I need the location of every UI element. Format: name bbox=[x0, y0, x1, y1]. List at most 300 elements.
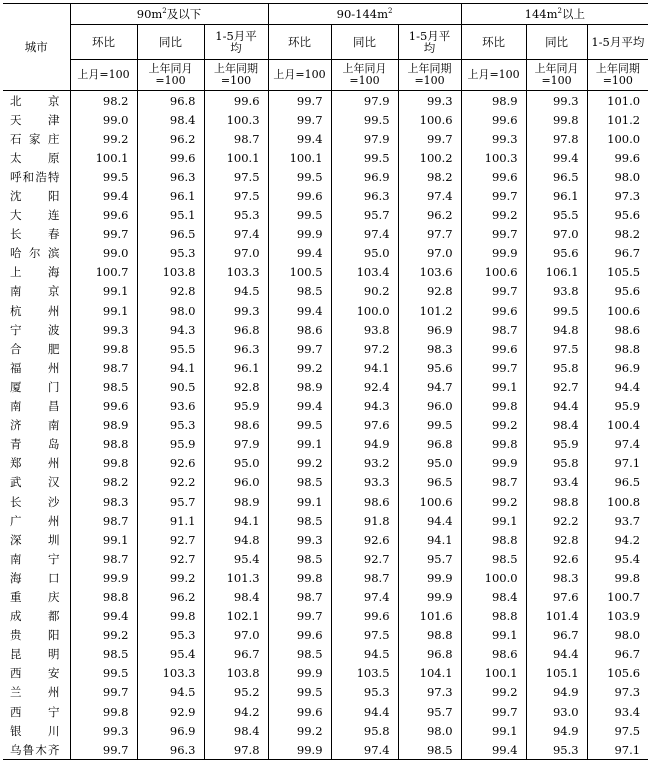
index-value-cell: 96.7 bbox=[526, 626, 587, 645]
metric-header-avg: 1-5月平均 bbox=[204, 25, 268, 60]
index-value-cell: 99.5 bbox=[268, 206, 331, 225]
index-value-cell: 98.2 bbox=[70, 473, 137, 492]
index-value-cell: 101.4 bbox=[526, 607, 587, 626]
index-value-cell: 99.1 bbox=[70, 301, 137, 320]
index-value-cell: 98.2 bbox=[587, 225, 648, 244]
index-value-cell: 95.7 bbox=[398, 702, 461, 721]
index-value-cell: 99.7 bbox=[461, 225, 526, 244]
city-name-cell: 宁波 bbox=[10, 322, 60, 337]
index-value-cell: 94.3 bbox=[331, 397, 398, 416]
index-value-cell: 98.9 bbox=[70, 416, 137, 435]
index-value-cell: 92.4 bbox=[331, 377, 398, 396]
index-value-cell: 97.6 bbox=[526, 587, 587, 606]
index-value-cell: 96.0 bbox=[398, 397, 461, 416]
index-value-cell: 99.1 bbox=[268, 435, 331, 454]
index-value-cell: 97.0 bbox=[204, 626, 268, 645]
index-value-cell: 100.3 bbox=[204, 110, 268, 129]
index-value-cell: 105.1 bbox=[526, 664, 587, 683]
index-value-cell: 99.2 bbox=[137, 568, 204, 587]
index-value-cell: 98.6 bbox=[461, 645, 526, 664]
table-row bbox=[3, 225, 648, 244]
city-name-cell: 武汉 bbox=[10, 475, 60, 490]
table-row bbox=[3, 702, 648, 721]
index-value-cell: 99.9 bbox=[268, 225, 331, 244]
index-value-cell: 99.7 bbox=[268, 110, 331, 129]
city-name-cell: 西宁 bbox=[10, 704, 60, 719]
index-value-cell: 100.0 bbox=[587, 129, 648, 148]
index-value-cell: 95.3 bbox=[137, 244, 204, 263]
metric-header-mom: 环比 bbox=[70, 25, 137, 60]
index-value-cell: 99.7 bbox=[70, 683, 137, 702]
index-value-cell: 98.5 bbox=[398, 740, 461, 760]
index-value-cell: 103.8 bbox=[137, 263, 204, 282]
index-value-cell: 99.8 bbox=[268, 568, 331, 587]
base-header-prev-month: 上月=100 bbox=[70, 60, 137, 91]
group-header-small: $90m^2$及以下 bbox=[70, 4, 268, 25]
index-value-cell: 94.5 bbox=[204, 282, 268, 301]
index-value-cell: 96.5 bbox=[137, 225, 204, 244]
index-value-cell: 94.4 bbox=[526, 645, 587, 664]
index-value-cell: 98.7 bbox=[461, 320, 526, 339]
index-value-cell: 95.9 bbox=[587, 397, 648, 416]
index-value-cell: 97.4 bbox=[587, 435, 648, 454]
index-value-cell: 91.1 bbox=[137, 511, 204, 530]
index-value-cell: 95.3 bbox=[526, 740, 587, 760]
metric-header-yoy: 同比 bbox=[526, 25, 587, 60]
metric-header-avg: 1-5月平均 bbox=[587, 25, 648, 60]
city-name-cell: 贵阳 bbox=[10, 628, 60, 643]
index-value-cell: 98.3 bbox=[398, 339, 461, 358]
index-value-cell: 94.8 bbox=[204, 530, 268, 549]
group-header-medium: $90-144m^2$ bbox=[268, 4, 461, 25]
index-value-cell: 96.2 bbox=[137, 587, 204, 606]
index-value-cell: 99.6 bbox=[461, 339, 526, 358]
index-value-cell: 99.6 bbox=[204, 91, 268, 111]
index-value-cell: 100.1 bbox=[70, 148, 137, 167]
index-value-cell: 94.2 bbox=[204, 702, 268, 721]
index-value-cell: 99.3 bbox=[70, 721, 137, 740]
index-value-cell: 99.5 bbox=[331, 148, 398, 167]
index-value-cell: 99.1 bbox=[70, 282, 137, 301]
index-value-cell: 96.1 bbox=[204, 358, 268, 377]
index-value-cell: 99.3 bbox=[204, 301, 268, 320]
index-value-cell: 99.8 bbox=[137, 607, 204, 626]
city-name-cell: 沈阳 bbox=[10, 189, 60, 204]
index-value-cell: 105.5 bbox=[587, 263, 648, 282]
index-value-cell: 99.6 bbox=[70, 206, 137, 225]
city-name-cell: 深圳 bbox=[10, 532, 60, 547]
index-value-cell: 98.8 bbox=[526, 492, 587, 511]
index-value-cell: 99.8 bbox=[70, 339, 137, 358]
table-row bbox=[3, 511, 648, 530]
index-value-cell: 106.1 bbox=[526, 263, 587, 282]
index-value-cell: 100.7 bbox=[70, 263, 137, 282]
index-value-cell: 93.4 bbox=[526, 473, 587, 492]
index-value-cell: 99.5 bbox=[398, 416, 461, 435]
index-value-cell: 98.9 bbox=[268, 377, 331, 396]
index-value-cell: 95.3 bbox=[331, 683, 398, 702]
city-name-cell: 西安 bbox=[10, 666, 60, 681]
table-row bbox=[3, 110, 648, 129]
index-value-cell: 95.7 bbox=[331, 206, 398, 225]
city-name-cell: 长沙 bbox=[10, 494, 60, 509]
metric-header-avg: 1-5月平均 bbox=[398, 25, 461, 60]
index-value-cell: 98.7 bbox=[70, 511, 137, 530]
base-header-prev-month: 上月=100 bbox=[268, 60, 331, 91]
index-value-cell: 99.6 bbox=[461, 301, 526, 320]
index-value-cell: 98.5 bbox=[268, 473, 331, 492]
index-value-cell: 98.0 bbox=[587, 167, 648, 186]
city-name-cell: 杭州 bbox=[10, 303, 60, 318]
base-header-same-period: 上年同期=100 bbox=[204, 60, 268, 91]
index-value-cell: 99.2 bbox=[461, 492, 526, 511]
index-value-cell: 95.4 bbox=[137, 645, 204, 664]
index-value-cell: 99.4 bbox=[526, 148, 587, 167]
index-value-cell: 96.3 bbox=[331, 186, 398, 205]
table-row bbox=[3, 148, 648, 167]
index-value-cell: 99.7 bbox=[70, 225, 137, 244]
city-name-cell: 呼和浩特 bbox=[10, 169, 60, 184]
index-value-cell: 100.7 bbox=[587, 587, 648, 606]
index-value-cell: 99.1 bbox=[461, 511, 526, 530]
index-value-cell: 99.5 bbox=[331, 110, 398, 129]
index-value-cell: 97.3 bbox=[398, 683, 461, 702]
index-value-cell: 98.4 bbox=[204, 721, 268, 740]
table-row bbox=[3, 607, 648, 626]
table-row bbox=[3, 320, 648, 339]
index-value-cell: 95.7 bbox=[137, 492, 204, 511]
table-row bbox=[3, 683, 648, 702]
index-value-cell: 98.7 bbox=[268, 587, 331, 606]
index-value-cell: 98.3 bbox=[70, 492, 137, 511]
index-value-cell: 92.6 bbox=[331, 530, 398, 549]
index-value-cell: 99.2 bbox=[461, 683, 526, 702]
table-row bbox=[3, 263, 648, 282]
index-value-cell: 96.3 bbox=[137, 740, 204, 760]
index-value-cell: 93.3 bbox=[331, 473, 398, 492]
city-name-cell: 天津 bbox=[10, 112, 60, 127]
index-value-cell: 92.7 bbox=[137, 549, 204, 568]
index-value-cell: 92.2 bbox=[137, 473, 204, 492]
city-name-cell: 石家庄 bbox=[10, 131, 60, 146]
index-value-cell: 99.3 bbox=[70, 320, 137, 339]
metric-header-row bbox=[3, 25, 648, 60]
base-header-same-month: 上年同月=100 bbox=[526, 60, 587, 91]
price-index-table-container bbox=[3, 3, 648, 760]
city-name-cell: 厦门 bbox=[10, 379, 60, 394]
index-value-cell: 98.6 bbox=[268, 320, 331, 339]
index-value-cell: 95.3 bbox=[137, 626, 204, 645]
table-row bbox=[3, 301, 648, 320]
city-name-cell: 银川 bbox=[10, 723, 60, 738]
index-value-cell: 103.3 bbox=[204, 263, 268, 282]
index-value-cell: 95.0 bbox=[398, 454, 461, 473]
index-value-cell: 95.6 bbox=[398, 358, 461, 377]
index-value-cell: 95.0 bbox=[331, 244, 398, 263]
index-value-cell: 97.4 bbox=[331, 740, 398, 760]
index-value-cell: 95.6 bbox=[587, 282, 648, 301]
table-body bbox=[3, 91, 648, 760]
index-value-cell: 98.8 bbox=[461, 530, 526, 549]
index-value-cell: 101.2 bbox=[398, 301, 461, 320]
index-value-cell: 99.7 bbox=[70, 740, 137, 760]
index-value-cell: 90.2 bbox=[331, 282, 398, 301]
index-value-cell: 96.5 bbox=[526, 167, 587, 186]
index-value-cell: 94.8 bbox=[526, 320, 587, 339]
index-value-cell: 100.5 bbox=[268, 263, 331, 282]
index-value-cell: 96.9 bbox=[398, 320, 461, 339]
index-value-cell: 95.1 bbox=[137, 206, 204, 225]
index-value-cell: 96.2 bbox=[137, 129, 204, 148]
index-value-cell: 99.3 bbox=[461, 129, 526, 148]
index-value-cell: 94.4 bbox=[398, 511, 461, 530]
index-value-cell: 97.4 bbox=[204, 225, 268, 244]
group-header-large: $144m^2$以上 bbox=[461, 4, 648, 25]
index-value-cell: 99.9 bbox=[268, 740, 331, 760]
index-value-cell: 93.2 bbox=[331, 454, 398, 473]
index-value-cell: 95.3 bbox=[137, 416, 204, 435]
index-value-cell: 99.2 bbox=[268, 721, 331, 740]
index-value-cell: 99.4 bbox=[268, 129, 331, 148]
index-value-cell: 99.4 bbox=[268, 301, 331, 320]
index-value-cell: 95.9 bbox=[204, 397, 268, 416]
index-value-cell: 91.8 bbox=[331, 511, 398, 530]
index-value-cell: 99.2 bbox=[268, 454, 331, 473]
table-row bbox=[3, 129, 648, 148]
index-value-cell: 100.1 bbox=[461, 664, 526, 683]
index-value-cell: 92.6 bbox=[137, 454, 204, 473]
index-value-cell: 99.6 bbox=[461, 167, 526, 186]
metric-header-mom: 环比 bbox=[461, 25, 526, 60]
table-row bbox=[3, 206, 648, 225]
index-value-cell: 102.1 bbox=[204, 607, 268, 626]
index-value-cell: 96.3 bbox=[137, 167, 204, 186]
index-value-cell: 94.5 bbox=[137, 683, 204, 702]
table-row bbox=[3, 377, 648, 396]
index-value-cell: 101.3 bbox=[204, 568, 268, 587]
index-value-cell: 94.9 bbox=[331, 435, 398, 454]
index-value-cell: 92.8 bbox=[526, 530, 587, 549]
table-row bbox=[3, 568, 648, 587]
index-value-cell: 103.3 bbox=[137, 664, 204, 683]
table-row bbox=[3, 416, 648, 435]
index-value-cell: 104.1 bbox=[398, 664, 461, 683]
table-row bbox=[3, 664, 648, 683]
index-value-cell: 98.5 bbox=[268, 282, 331, 301]
index-value-cell: 99.3 bbox=[268, 530, 331, 549]
city-name-cell: 成都 bbox=[10, 609, 60, 624]
index-value-cell: 98.4 bbox=[137, 110, 204, 129]
table-row bbox=[3, 530, 648, 549]
index-value-cell: 97.5 bbox=[204, 186, 268, 205]
index-value-cell: 99.5 bbox=[268, 683, 331, 702]
index-value-cell: 100.3 bbox=[461, 148, 526, 167]
index-value-cell: 95.5 bbox=[137, 339, 204, 358]
index-value-cell: 92.8 bbox=[137, 282, 204, 301]
index-value-cell: 92.8 bbox=[204, 377, 268, 396]
index-value-cell: 96.7 bbox=[587, 645, 648, 664]
city-name-cell: 太原 bbox=[10, 150, 60, 165]
index-value-cell: 98.4 bbox=[204, 587, 268, 606]
index-value-cell: 99.9 bbox=[398, 587, 461, 606]
table-row bbox=[3, 397, 648, 416]
index-value-cell: 99.4 bbox=[461, 740, 526, 760]
index-value-cell: 96.7 bbox=[587, 244, 648, 263]
index-value-cell: 100.8 bbox=[587, 492, 648, 511]
index-value-cell: 94.1 bbox=[137, 358, 204, 377]
index-value-cell: 103.4 bbox=[331, 263, 398, 282]
index-value-cell: 97.1 bbox=[587, 740, 648, 760]
index-value-cell: 103.9 bbox=[587, 607, 648, 626]
table-row bbox=[3, 645, 648, 664]
index-value-cell: 94.4 bbox=[587, 377, 648, 396]
index-value-cell: 93.4 bbox=[587, 702, 648, 721]
index-value-cell: 93.8 bbox=[526, 282, 587, 301]
index-value-cell: 99.3 bbox=[526, 91, 587, 111]
index-value-cell: 95.4 bbox=[587, 549, 648, 568]
table-row bbox=[3, 626, 648, 645]
index-value-cell: 95.6 bbox=[587, 206, 648, 225]
city-name-cell: 郑州 bbox=[10, 456, 60, 471]
index-value-cell: 99.0 bbox=[70, 110, 137, 129]
index-value-cell: 99.7 bbox=[268, 91, 331, 111]
index-value-cell: 98.6 bbox=[587, 320, 648, 339]
index-value-cell: 98.5 bbox=[268, 645, 331, 664]
index-value-cell: 92.2 bbox=[526, 511, 587, 530]
index-value-cell: 99.8 bbox=[461, 435, 526, 454]
index-value-cell: 98.5 bbox=[461, 549, 526, 568]
index-value-cell: 92.7 bbox=[137, 530, 204, 549]
index-value-cell: 95.3 bbox=[204, 206, 268, 225]
index-value-cell: 99.3 bbox=[398, 91, 461, 111]
index-value-cell: 97.8 bbox=[204, 740, 268, 760]
index-value-cell: 95.4 bbox=[204, 549, 268, 568]
index-value-cell: 99.8 bbox=[526, 110, 587, 129]
index-value-cell: 92.7 bbox=[331, 549, 398, 568]
index-value-cell: 99.5 bbox=[526, 301, 587, 320]
city-name-cell: 南宁 bbox=[10, 551, 60, 566]
index-value-cell: 99.5 bbox=[268, 416, 331, 435]
city-column-header: 城市 bbox=[3, 4, 70, 91]
index-value-cell: 96.1 bbox=[137, 186, 204, 205]
index-value-cell: 98.8 bbox=[398, 626, 461, 645]
city-name-cell: 福州 bbox=[10, 360, 60, 375]
base-header-same-period: 上年同期=100 bbox=[398, 60, 461, 91]
index-value-cell: 100.6 bbox=[587, 301, 648, 320]
index-value-cell: 99.7 bbox=[461, 702, 526, 721]
index-value-cell: 98.4 bbox=[461, 587, 526, 606]
city-name-cell: 乌鲁木齐 bbox=[3, 740, 70, 760]
index-value-cell: 98.7 bbox=[70, 549, 137, 568]
city-name-cell: 重庆 bbox=[10, 589, 60, 604]
index-value-cell: 98.6 bbox=[204, 416, 268, 435]
city-name-cell: 长春 bbox=[10, 227, 60, 242]
index-value-cell: 99.7 bbox=[461, 358, 526, 377]
index-value-cell: 99.6 bbox=[70, 397, 137, 416]
index-value-cell: 99.6 bbox=[331, 607, 398, 626]
city-name-cell: 青岛 bbox=[10, 437, 60, 452]
index-value-cell: 99.2 bbox=[70, 626, 137, 645]
index-value-cell: 96.8 bbox=[398, 645, 461, 664]
index-value-cell: 96.2 bbox=[398, 206, 461, 225]
index-value-cell: 103.6 bbox=[398, 263, 461, 282]
index-value-cell: 97.8 bbox=[526, 129, 587, 148]
index-value-cell: 97.0 bbox=[204, 244, 268, 263]
index-value-cell: 99.1 bbox=[461, 626, 526, 645]
table-row bbox=[3, 339, 648, 358]
index-value-cell: 95.9 bbox=[526, 435, 587, 454]
index-value-cell: 99.6 bbox=[268, 702, 331, 721]
index-value-cell: 98.0 bbox=[587, 626, 648, 645]
city-name-cell: 南京 bbox=[10, 284, 60, 299]
index-value-cell: 98.5 bbox=[268, 549, 331, 568]
index-value-cell: 99.1 bbox=[461, 377, 526, 396]
index-value-cell: 97.9 bbox=[331, 129, 398, 148]
metric-header-yoy: 同比 bbox=[137, 25, 204, 60]
index-value-cell: 98.6 bbox=[331, 492, 398, 511]
base-header-same-period: 上年同期=100 bbox=[587, 60, 648, 91]
index-value-cell: 99.8 bbox=[70, 454, 137, 473]
index-value-cell: 94.7 bbox=[398, 377, 461, 396]
city-name-cell: 海口 bbox=[10, 570, 60, 585]
index-value-cell: 100.2 bbox=[398, 148, 461, 167]
city-name-cell: 哈尔滨 bbox=[10, 246, 60, 261]
index-value-cell: 95.7 bbox=[398, 549, 461, 568]
city-name-cell: 上海 bbox=[10, 265, 60, 280]
index-value-cell: 98.7 bbox=[461, 473, 526, 492]
index-value-cell: 99.7 bbox=[268, 607, 331, 626]
base-header-prev-month: 上月=100 bbox=[461, 60, 526, 91]
index-value-cell: 99.7 bbox=[461, 282, 526, 301]
index-value-cell: 98.0 bbox=[398, 721, 461, 740]
index-value-cell: 96.9 bbox=[137, 721, 204, 740]
index-value-cell: 95.5 bbox=[526, 206, 587, 225]
index-value-cell: 99.8 bbox=[461, 397, 526, 416]
index-value-cell: 94.2 bbox=[587, 530, 648, 549]
index-value-cell: 99.5 bbox=[268, 167, 331, 186]
index-value-cell: 96.5 bbox=[398, 473, 461, 492]
index-value-cell: 98.7 bbox=[204, 129, 268, 148]
index-value-cell: 99.0 bbox=[70, 244, 137, 263]
index-value-cell: 99.2 bbox=[70, 129, 137, 148]
index-value-cell: 97.4 bbox=[398, 186, 461, 205]
index-value-cell: 90.5 bbox=[137, 377, 204, 396]
index-value-cell: 97.6 bbox=[331, 416, 398, 435]
city-name-cell: 济南 bbox=[10, 418, 60, 433]
index-value-cell: 95.8 bbox=[331, 721, 398, 740]
index-value-cell: 98.9 bbox=[461, 91, 526, 111]
index-value-cell: 97.2 bbox=[331, 339, 398, 358]
table-row bbox=[3, 587, 648, 606]
index-value-cell: 100.0 bbox=[331, 301, 398, 320]
index-value-cell: 94.9 bbox=[526, 683, 587, 702]
index-value-cell: 98.8 bbox=[70, 587, 137, 606]
index-value-cell: 92.8 bbox=[398, 282, 461, 301]
index-value-cell: 101.6 bbox=[398, 607, 461, 626]
index-value-cell: 99.7 bbox=[268, 339, 331, 358]
index-value-cell: 97.4 bbox=[331, 225, 398, 244]
index-value-cell: 99.6 bbox=[137, 148, 204, 167]
index-value-cell: 100.0 bbox=[461, 568, 526, 587]
index-value-cell: 97.0 bbox=[398, 244, 461, 263]
index-value-cell: 99.5 bbox=[70, 167, 137, 186]
metric-header-yoy: 同比 bbox=[331, 25, 398, 60]
index-value-cell: 99.4 bbox=[268, 397, 331, 416]
index-value-cell: 94.4 bbox=[526, 397, 587, 416]
price-index-table bbox=[3, 3, 648, 760]
index-value-cell: 96.3 bbox=[204, 339, 268, 358]
index-value-cell: 99.7 bbox=[461, 186, 526, 205]
